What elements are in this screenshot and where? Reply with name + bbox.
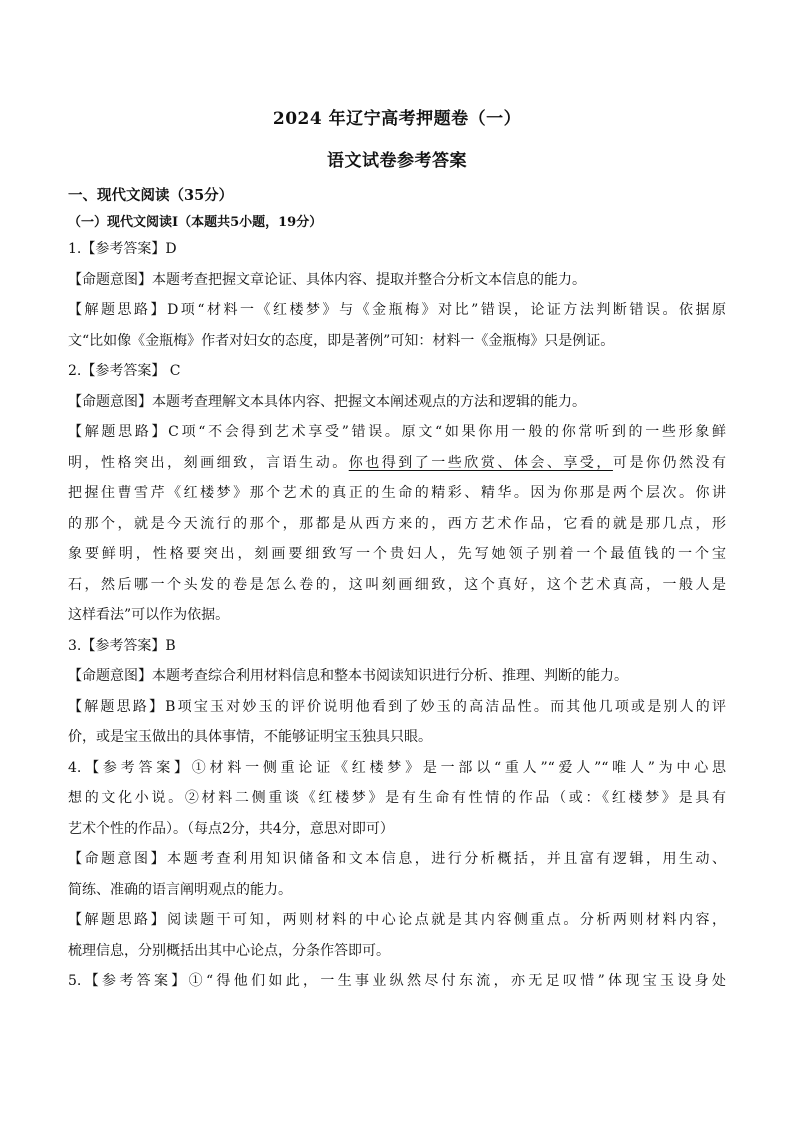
answer-2-analysis-line: 石，然后哪一个头发的卷是怎么卷的，这叫刻画细致，这个真好，这个艺术真高，一般人是 [68,576,726,593]
answer-4-line: 艺术个性的作品）。（每点2分，共4分，意思对即可） [68,820,394,837]
answer-3-analysis-line: 【解题思路】B项宝玉对妙玉的评价说明他看到了妙玉的高洁品性。而其他几项或是别人的评 [68,698,726,715]
underlined-quote: 你也得到了一些欣赏、体会、享受， [348,454,613,471]
document-title: 2024 年辽宁高考押题卷（一） [272,109,522,129]
answer-2-analysis-line: 这样看法”可以作为依据。 [68,607,230,623]
answer-2-analysis-line: 【解题思路】C项“不会得到艺术享受”错误。原文“如果你用一般的你常听到的一些形象鲜 [68,424,726,440]
answer-3-intent: 【命题意图】本题考查综合利用材料信息和整本书阅读知识进行分析、推理、判断的能力。 [68,668,628,684]
text-segment: 可是你仍然没有 [612,454,726,471]
answer-2-analysis-line: 的那个，就是今天流行的那个，那都是从西方来的，西方艺术作品，它看的就是那几点，形 [68,515,726,532]
answer-4-analysis-line: 梳理信息，分别概括出其中心论点，分条作答即可。 [68,942,390,959]
answer-5-line: 5.【参考答案】①“得他们如此，一生事业纵然尽付东流，亦无足叹惜”体现宝玉设身处 [68,973,726,989]
section-heading: 一、现代文阅读（35分） [68,187,234,204]
answer-1-line: 1.【参考答案】D [68,241,177,257]
answer-2-analysis-line: 把握住曹雪芹《红楼梦》那个艺术的真正的生命的精彩、精华。因为你那是两个层次。你讲 [68,485,726,501]
answer-3-analysis-line: 价，或是宝玉做出的具体事情，不能够证明宝玉独具只眼。 [68,729,432,745]
answer-1-analysis-line: 文“比如像《金瓶梅》作者对妇女的态度，即是著例”可知：材料一《金瓶梅》只是例证。 [68,332,615,349]
answer-content [68,234,726,997]
text-segment: 明，性格突出，刻画细致，言语生动。 [68,454,349,471]
answer-4-intent: 【命题意图】本题考查利用知识储备和文本信息，进行分析概括，并且富有逻辑，用生动、 [68,851,726,867]
answer-2-analysis-line: 象要鲜明，性格要突出，刻画要细致写一个贵妇人，先写她领子别着一个最值钱的一个宝 [68,546,726,562]
answer-2-line: 2.【参考答案】 C [68,363,181,379]
answer-2-intent: 【命题意图】本题考查理解文本具体内容、把握文本阐述观点的方法和逻辑的能力。 [68,393,586,410]
answer-2-analysis-line [68,448,726,479]
answer-1-analysis-line: 【解题思路】D项“材料一《红楼梦》与《金瓶梅》对比”错误，论证方法判断错误。依据原 [68,302,726,318]
subsection-heading: （一）现代文阅读Ⅰ（本题共5小题，19分） [68,215,323,230]
answer-4-intent: 简练、准确的语言阐明观点的能力。 [68,881,292,898]
answer-1-intent: 【命题意图】本题考查把握文章论证、具体内容、提取并整合分析文本信息的能力。 [68,271,586,288]
answer-3-line: 3.【参考答案】B [68,637,176,654]
answer-4-analysis-line: 【解题思路】阅读题干可知，两则材料的中心论点就是其内容侧重点。分析两则材料内容， [68,912,726,928]
document-subtitle: 语文试卷参考答案 [327,151,467,171]
answer-4-line: 4.【参考答案】①材料一侧重论证《红楼梦》是一部以“重人”“爱人”“唯人”为中心思 [68,759,726,776]
answer-4-line: 想的文化小说。②材料二侧重谈《红楼梦》是有生命有性情的作品（或：《红楼梦》是具有 [68,790,726,806]
